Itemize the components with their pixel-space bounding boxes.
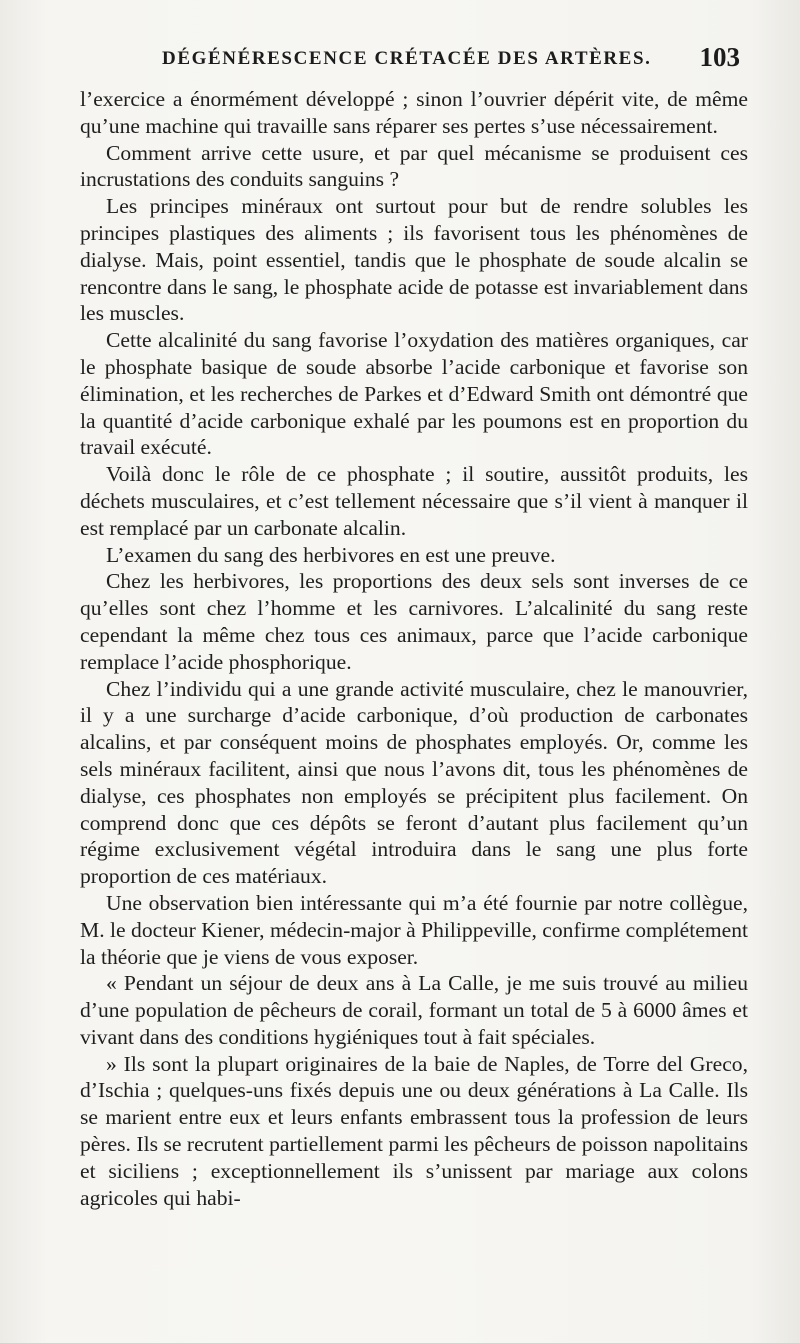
page-number: 103 (699, 42, 740, 72)
body-text (80, 86, 748, 1211)
paragraph: Chez les herbivores, les proportions des deux sels sont inverses de ce qu’elles sont chez l’homme et les carnivores. L’alcalinité du sang reste cependant la même chez tous ces animaux, parce que l’acide carbonique remplace l’acide phosphorique. (80, 569, 748, 674)
page-header (80, 42, 740, 76)
paragraph: L’examen du sang des herbivores en est une preuve. (106, 542, 556, 567)
paragraph: Comment arrive cette usure, et par quel mécanisme se produisent ces incrustations des conduits sanguins ? (80, 140, 748, 192)
paragraph: Les principes minéraux ont surtout pour but de rendre solubles les principes plastiques des aliments ; ils favorisent tous les phénomènes de dialyse. Mais, point essentiel, tandis que le phosphate de soude alcalin se rencontre dans le sang, le phosphate acide de potasse est invariablement dans les muscles. (80, 194, 748, 326)
paragraph: Voilà donc le rôle de ce phosphate ; il soutire, aussitôt produits, les déchets musculaires, et c’est tellement nécessaire que s’il vient à manquer il est remplacé par un carbonate alcalin. (80, 462, 748, 540)
paragraph: Cette alcalinité du sang favorise l’oxydation des matières organiques, car le phosphate basique de soude absorbe l’acide carbonique et favorise son élimination, et les recherches de Parkes et d’Edward Smith ont démontré que la quantité d’acide carbonique exhalé par les poumons est en proportion du travail exécuté. (80, 328, 748, 460)
quoted-paragraph: « Pendant un séjour de deux ans à La Calle, je me suis trouvé au milieu d’une population de pêcheurs de corail, formant un total de 5 à 6000 âmes et vivant dans des conditions hygiéniques tout à fait spéciales. (80, 971, 748, 1049)
quoted-paragraph: » Ils sont la plupart originaires de la baie de Naples, de Torre del Greco, d’Ischia ; quelques-uns fixés depuis une ou deux générations à La Calle. Ils se marient entre eux et leurs enfants embrassent tous la profession de leurs pères. Ils se recrutent partiellement parmi les pêcheurs de poisson napolitains et siciliens ; exceptionnellement ils s’unissent par mariage aux colons agricoles qui habi- (80, 1051, 748, 1210)
paragraph: Une observation bien intéressante qui m’a été fournie par notre collègue, M. le docteur Kiener, médecin-major à Philippeville, confirme complétement la théorie que je viens de vous exposer. (80, 890, 748, 969)
running-head: DÉGÉNÉRESCENCE CRÉTACÉE DES ARTÈRES. (162, 48, 652, 69)
paragraph-continuation: l’exercice a énormément développé ; sinon l’ouvrier dépérit vite, de même qu’une machine qui travaille sans réparer ses pertes s’use nécessairement. (80, 87, 748, 138)
paragraph: Chez l’individu qui a une grande activité musculaire, chez le manouvrier, il y a une surcharge d’acide carbonique, d’où production de carbonates alcalins, et par conséquent moins de phosphates employés. Or, comme les sels minéraux facilitent, ainsi que nous l’avons dit, tous les phénomènes de dialyse, ces phosphates non employés se précipitent plus facilement. On comprend donc que ces dépôts se feront d’autant plus facilement qu’un régime exclusivement végétal introduira dans le sang une plus forte proportion de ces matériaux. (80, 676, 748, 889)
